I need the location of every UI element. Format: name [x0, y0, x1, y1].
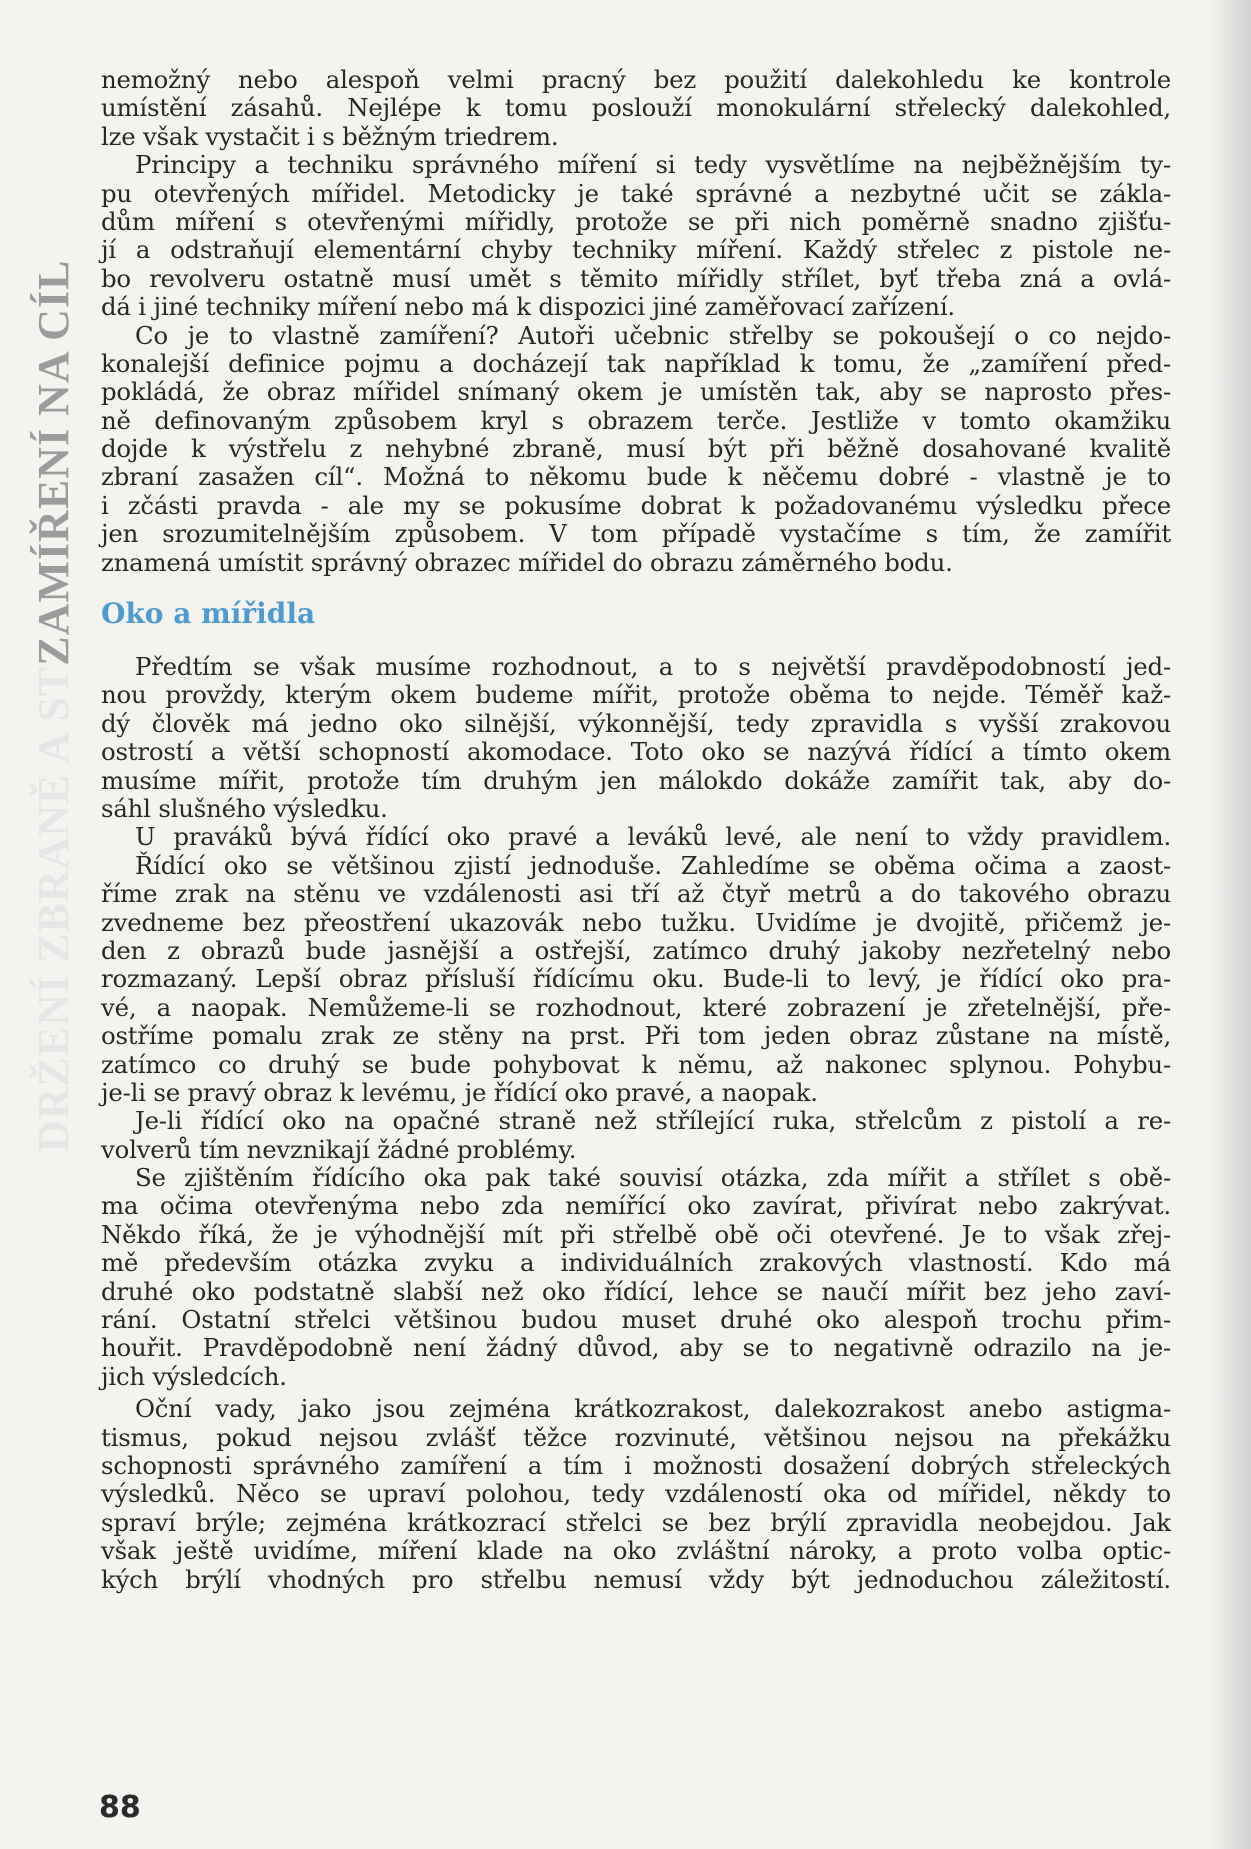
page-number: 88: [99, 1790, 141, 1825]
sidebar-chapter-faint: DRŽENÍ ZBRANĚ A ST: [28, 665, 78, 1152]
text-line: ostrostí a větší schopností akomodace. Toto oko se nazývá řídící a tímto okem: [101, 737, 1171, 767]
text-line: znamená umístit správný obrazec mířidel do obrazu záměrného bodu.: [101, 547, 953, 577]
text-line: zvedneme bez přeostření ukazovák nebo tužku. Uvidíme je dvojitě, přičemž je-: [101, 907, 1171, 937]
text-line: ně definovaným způsobem kryl s obrazem terče. Jestliže v tomto okamžiku: [101, 405, 1171, 435]
text-line: druhé oko podstatně slabší než oko řídící, lehce se naučí mířit bez jeho zaví-: [101, 1276, 1171, 1306]
text-line: říme zrak na stěnu ve vzdálenosti asi tří až čtyř metrů a do takového obrazu: [101, 879, 1171, 909]
text-line: Principy a techniku správného míření si tedy vysvětlíme na nejběžnějším ty-: [135, 150, 1171, 180]
text-line: rání. Ostatní střelci většinou budou muset druhé oko alespoň trochu přim-: [101, 1305, 1171, 1335]
text-line: ostříme pomalu zrak ze stěny na prst. Při tom jeden obraz zůstane na místě,: [101, 1021, 1171, 1051]
text-line: den z obrazů bude jasnější a ostřejší, zatímco druhý jakoby nezřetelný nebo: [101, 935, 1171, 965]
text-line: dům míření s otevřenými mířidly, protože se při nich poměrně snadno zjišťu-: [101, 206, 1171, 236]
text-line: Někdo říká, že je výhodnější mít při střelbě obě oči otevřené. Je to však zřej-: [101, 1219, 1171, 1249]
text-line: houřit. Pravděpodobně není žádný důvod, aby se to negativně odrazilo na je-: [101, 1333, 1171, 1363]
section-heading: Oko a mířidla: [101, 597, 316, 631]
text-line: sáhl slušného výsledku.: [101, 793, 388, 823]
text-line: pu otevřených mířidel. Metodicky je také správné a nezbytné učit se zákla-: [101, 178, 1171, 208]
intro-paragraphs: [101, 66, 1171, 577]
text-line: ma očima otevřenýma nebo zda nemířící oko zavírat, přivírat nebo zakrývat.: [101, 1191, 1171, 1221]
text-line: jich výsledcích.: [101, 1361, 287, 1391]
text-line: jí a odstraňují elementární chyby techniky míření. Každý střelec z pistole ne-: [101, 235, 1171, 265]
text-line: tismus, pokud nejsou zvlášť těžce rozvinuté, většinou nejsou na překážku: [101, 1422, 1171, 1452]
text-line: Předtím se však musíme rozhodnout, a to s největší pravděpodobností jed-: [135, 652, 1171, 682]
text-line: Co je to vlastně zamíření? Autoři učebnic střelby se pokoušejí o co nejdo-: [135, 320, 1171, 350]
page-edge-shadow: [1211, 0, 1251, 1849]
text-line: rozmazaný. Lepší obraz přísluší řídícímu oku. Bude-li to levý, je řídící oko pra-: [101, 964, 1171, 994]
text-line: nou provždy, kterým okem budeme mířit, protože oběma to nejde. Téměř kaž-: [101, 680, 1171, 710]
text-line: Řídící oko se většinou zjistí jednoduše. Zahledíme se oběma očima a zaost-: [135, 850, 1171, 880]
text-line: dá i jiné techniky míření nebo má k dispozici jiné zaměřovací zařízení.: [101, 292, 955, 322]
text-line: však ještě uvidíme, míření klade na oko zvláštní nároky, a proto volba optic-: [101, 1536, 1171, 1566]
text-line: nemožný nebo alespoň velmi pracný bez použití dalekohledu ke kontrole: [101, 65, 1171, 94]
text-line: výsledků. Něco se upraví polohou, tedy vzdáleností oka od mířidel, někdy to: [101, 1479, 1171, 1509]
text-line: U praváků bývá řídící oko pravé a leváků levé, ale není to vždy pravidlem.: [135, 822, 1171, 852]
text-line: i zčásti pravda - ale my se pokusíme dobrat k požadovanému výsledku přece: [101, 490, 1171, 520]
text-line: Oční vady, jako jsou zejména krátkozrakost, dalekozrakost anebo astigma-: [135, 1394, 1171, 1424]
section-paragraphs: [101, 653, 1171, 1594]
text-line: jen srozumitelnějším způsobem. V tom případě vystačíme s tím, že zamířit: [101, 519, 1171, 549]
text-line: konalejší definice pojmu a docházejí tak například k tomu, že „zamíření před-: [101, 348, 1171, 378]
page-body: [101, 66, 1171, 1594]
text-line: dý člověk má jedno oko silnější, výkonnější, tedy zpravidla s vyšší zrakovou: [101, 708, 1171, 738]
text-line: mě především otázka zvyku a individuálních zrakových vlastností. Kdo má: [101, 1248, 1171, 1278]
text-line: pokládá, že obraz mířidel snímaný okem je umístěn tak, aby se naprosto přes-: [101, 377, 1171, 407]
sidebar-title: [28, 72, 78, 1152]
text-line: zatímco co druhý se bude pohybovat k němu, až nakonec splynou. Pohybu-: [101, 1049, 1171, 1079]
text-line: musíme mířit, protože tím druhým jen málokdo dokáže zamířit tak, aby do-: [101, 765, 1171, 795]
text-line: bo revolveru ostatně musí umět s těmito mířidly střílet, byť třeba zná a ovlá-: [101, 263, 1171, 293]
text-line: kých brýlí vhodných pro střelbu nemusí vždy být jednoduchou záležitostí.: [101, 1564, 1171, 1594]
text-line: je-li se pravý obraz k levému, je řídící oko pravé, a naopak.: [101, 1077, 818, 1107]
text-line: zbraní zasažen cíl“. Možná to někomu bude k něčemu dobré - vlastně je to: [101, 462, 1171, 492]
text-line: Se zjištěním řídícího oka pak také souvisí otázka, zda mířit a střílet s obě-: [135, 1163, 1171, 1193]
text-line: vé, a naopak. Nemůžeme-li se rozhodnout, které zobrazení je zřetelnější, pře-: [101, 992, 1171, 1022]
text-line: lze však vystačit i s běžným triedrem.: [101, 121, 559, 151]
text-line: Je-li řídící oko na opačné straně než střílející ruka, střelcům z pistolí a re-: [135, 1106, 1171, 1136]
text-line: schopnosti správného zamíření a tím i možnosti dosažení dobrých střeleckých: [101, 1450, 1171, 1480]
text-line: spraví brýle; zejména krátkozrací střelci se bez brýlí zpravidla neobejdou. Jak: [101, 1507, 1171, 1537]
sidebar-chapter-current: ZAMÍŘENÍ NA CÍL: [28, 259, 78, 666]
text-line: dojde k výstřelu z nehybné zbraně, musí být při běžně dosahované kvalitě: [101, 434, 1171, 464]
text-line: volverů tím nevznikají žádné problémy.: [101, 1134, 577, 1164]
text-line: umístění zásahů. Nejlépe k tomu poslouží monokulární střelecký dalekohled,: [101, 93, 1171, 123]
running-sidebar: [28, 72, 78, 1152]
